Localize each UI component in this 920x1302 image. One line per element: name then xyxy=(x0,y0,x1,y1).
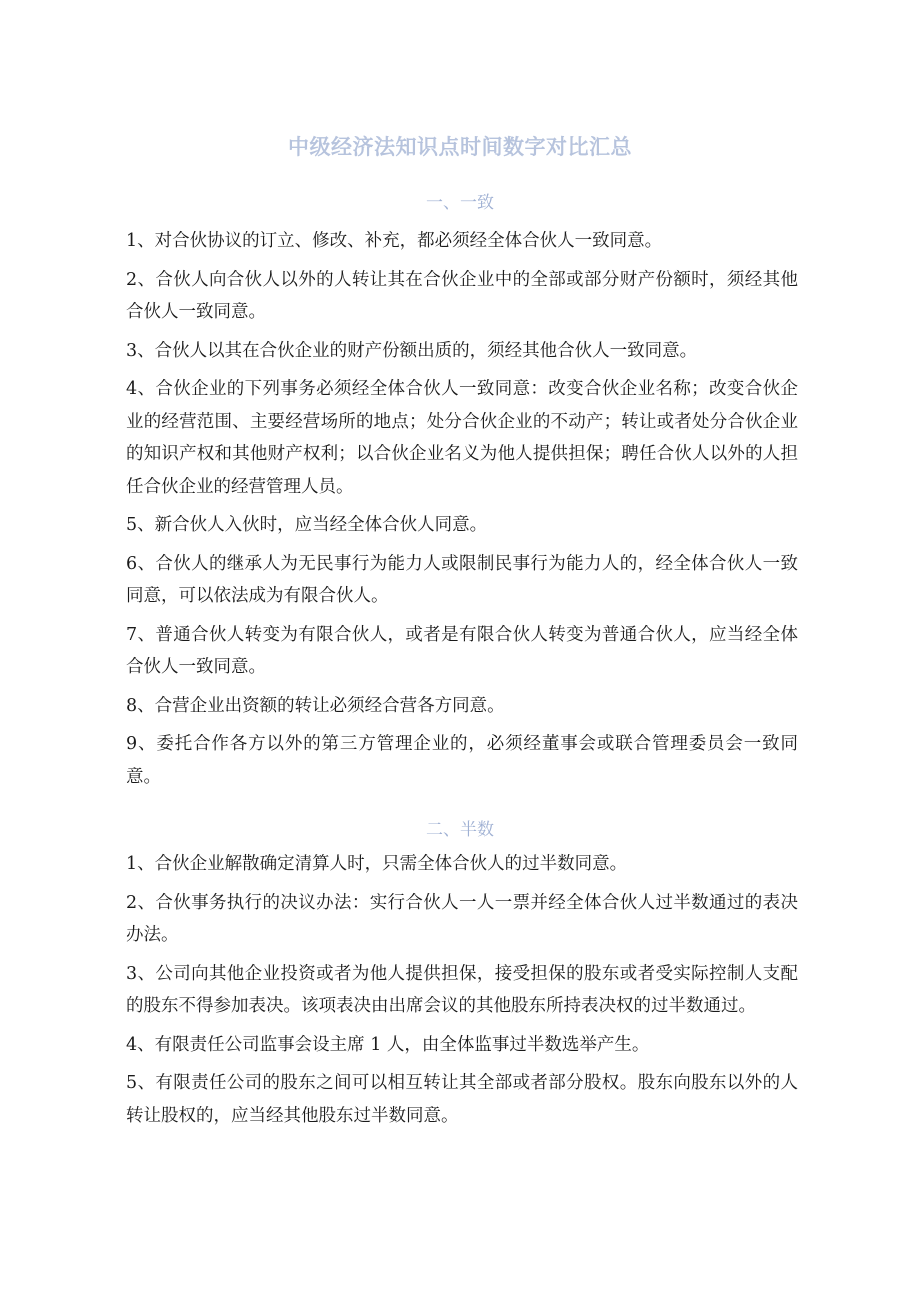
list-item: 7、普通合伙人转变为有限合伙人，或者是有限合伙人转变为普通合伙人，应当经全体合伙人一致同意。 xyxy=(126,624,798,677)
list-item: 4、有限责任公司监事会设主席 1 人，由全体监事过半数选举产生。 xyxy=(126,1034,650,1055)
list-item: 6、合伙人的继承人为无民事行为能力人或限制民事行为能力人的，经全体合伙人一致同意，可以依法成为有限合伙人。 xyxy=(126,553,798,606)
section-list-majority xyxy=(126,848,798,1138)
section-heading-majority: 二、半数 xyxy=(426,820,494,840)
list-item: 3、合伙人以其在合伙企业的财产份额出质的，须经其他合伙人一致同意。 xyxy=(126,340,698,361)
list-item: 5、新合伙人入伙时，应当经全体合伙人同意。 xyxy=(126,515,488,535)
list-item: 5、有限责任公司的股东之间可以相互转让其全部或者部分股权。股东向股东以外的人转让股权的，应当经其他股东过半数同意。 xyxy=(126,1073,798,1126)
section-heading-unanimous: 一、一致 xyxy=(426,193,494,213)
list-item: 8、合营企业出资额的转让必须经合营各方同意。 xyxy=(126,695,505,716)
list-item: 4、合伙企业的下列事务必须经全体合伙人一致同意：改变合伙企业名称；改变合伙企业的经营范围、主要经营场所的地点；处分合伙企业的不动产；转让或者处分合伙企业的知识产权和其他财产权利；以合伙企业名义为他人提供担保；聘任合伙人以外的人担任合伙企业的经营管理人员。 xyxy=(126,379,798,497)
list-item: 2、合伙人向合伙人以外的人转让其在合伙企业中的全部或部分财产份额时，须经其他合伙人一致同意。 xyxy=(126,269,798,322)
list-item: 3、公司向其他企业投资或者为他人提供担保，接受担保的股东或者受实际控制人支配的股东不得参加表决。该项表决由出席会议的其他股东所持表决权的过半数通过。 xyxy=(126,963,798,1016)
section-list-unanimous xyxy=(126,225,798,799)
list-item: 1、合伙企业解散确定清算人时，只需全体合伙人的过半数同意。 xyxy=(126,854,628,874)
list-item: 1、对合伙协议的订立、修改、补充，都必须经全体合伙人一致同意。 xyxy=(126,231,663,251)
document-title: 中级经济法知识点时间数字对比汇总 xyxy=(288,134,632,159)
list-item: 9、委托合作各方以外的第三方管理企业的，必须经董事会或联合管理委员会一致同意。 xyxy=(126,734,798,787)
list-item: 2、合伙事务执行的决议办法：实行合伙人一人一票并经全体合伙人过半数通过的表决办法。 xyxy=(126,892,798,945)
